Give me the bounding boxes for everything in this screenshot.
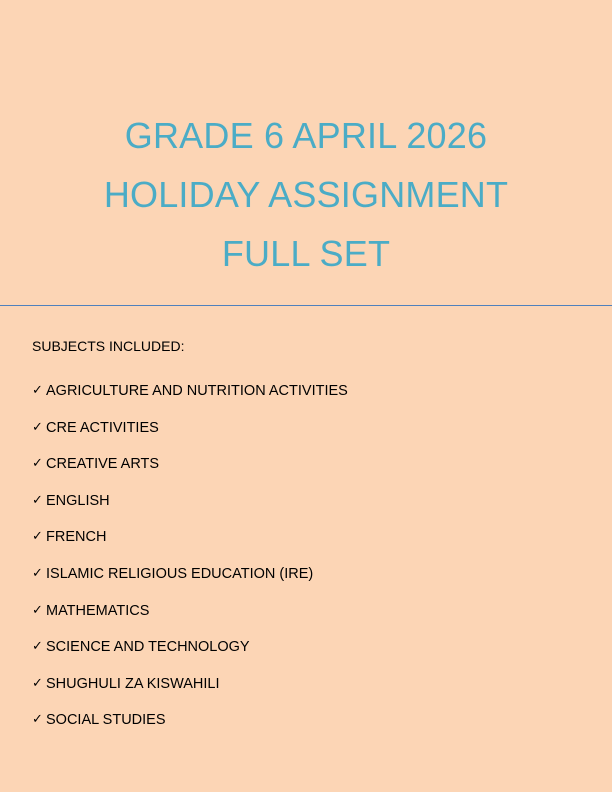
document-title [0, 106, 612, 283]
subject-item [32, 489, 348, 526]
subject-item [32, 525, 348, 562]
subject-label: ENGLISH [46, 492, 110, 509]
subject-item [32, 416, 348, 453]
subject-label: FRENCH [46, 529, 107, 546]
subject-label: CRE ACTIVITIES [46, 419, 159, 436]
subject-item [32, 379, 348, 416]
check-icon: ✓ [32, 602, 43, 618]
check-icon: ✓ [32, 529, 43, 545]
subject-label: SCIENCE AND TECHNOLOGY [46, 639, 250, 656]
subject-item [32, 599, 348, 636]
subject-item [32, 708, 348, 745]
subject-label: CREATIVE ARTS [46, 456, 160, 473]
subject-item [32, 562, 348, 599]
check-icon: ✓ [32, 639, 43, 655]
title-divider [0, 305, 612, 306]
check-icon: ✓ [32, 565, 43, 581]
check-icon: ✓ [32, 712, 43, 728]
check-icon: ✓ [32, 419, 43, 435]
subject-label: ISLAMIC RELIGIOUS EDUCATION (IRE) [46, 565, 314, 582]
subject-label: AGRICULTURE AND NUTRITION ACTIVITIES [46, 383, 348, 399]
check-icon: ✓ [32, 492, 43, 508]
title-line-assignment: HOLIDAY ASSIGNMENT [103, 174, 509, 215]
check-icon: ✓ [32, 456, 43, 472]
subject-list [32, 379, 348, 745]
subject-label: SOCIAL STUDIES [46, 712, 166, 729]
title-line-grade: GRADE 6 APRIL 2026 [124, 115, 488, 156]
check-icon: ✓ [32, 675, 43, 691]
subject-item [32, 635, 348, 672]
subject-item [32, 672, 348, 709]
subject-label: SHUGHULI ZA KISWAHILI [46, 675, 220, 692]
subject-label: MATHEMATICS [46, 602, 150, 619]
check-icon: ✓ [32, 383, 43, 398]
title-line-full-set: FULL SET [221, 233, 391, 274]
subjects-heading: SUBJECTS INCLUDED: [32, 338, 185, 354]
subject-item [32, 452, 348, 489]
